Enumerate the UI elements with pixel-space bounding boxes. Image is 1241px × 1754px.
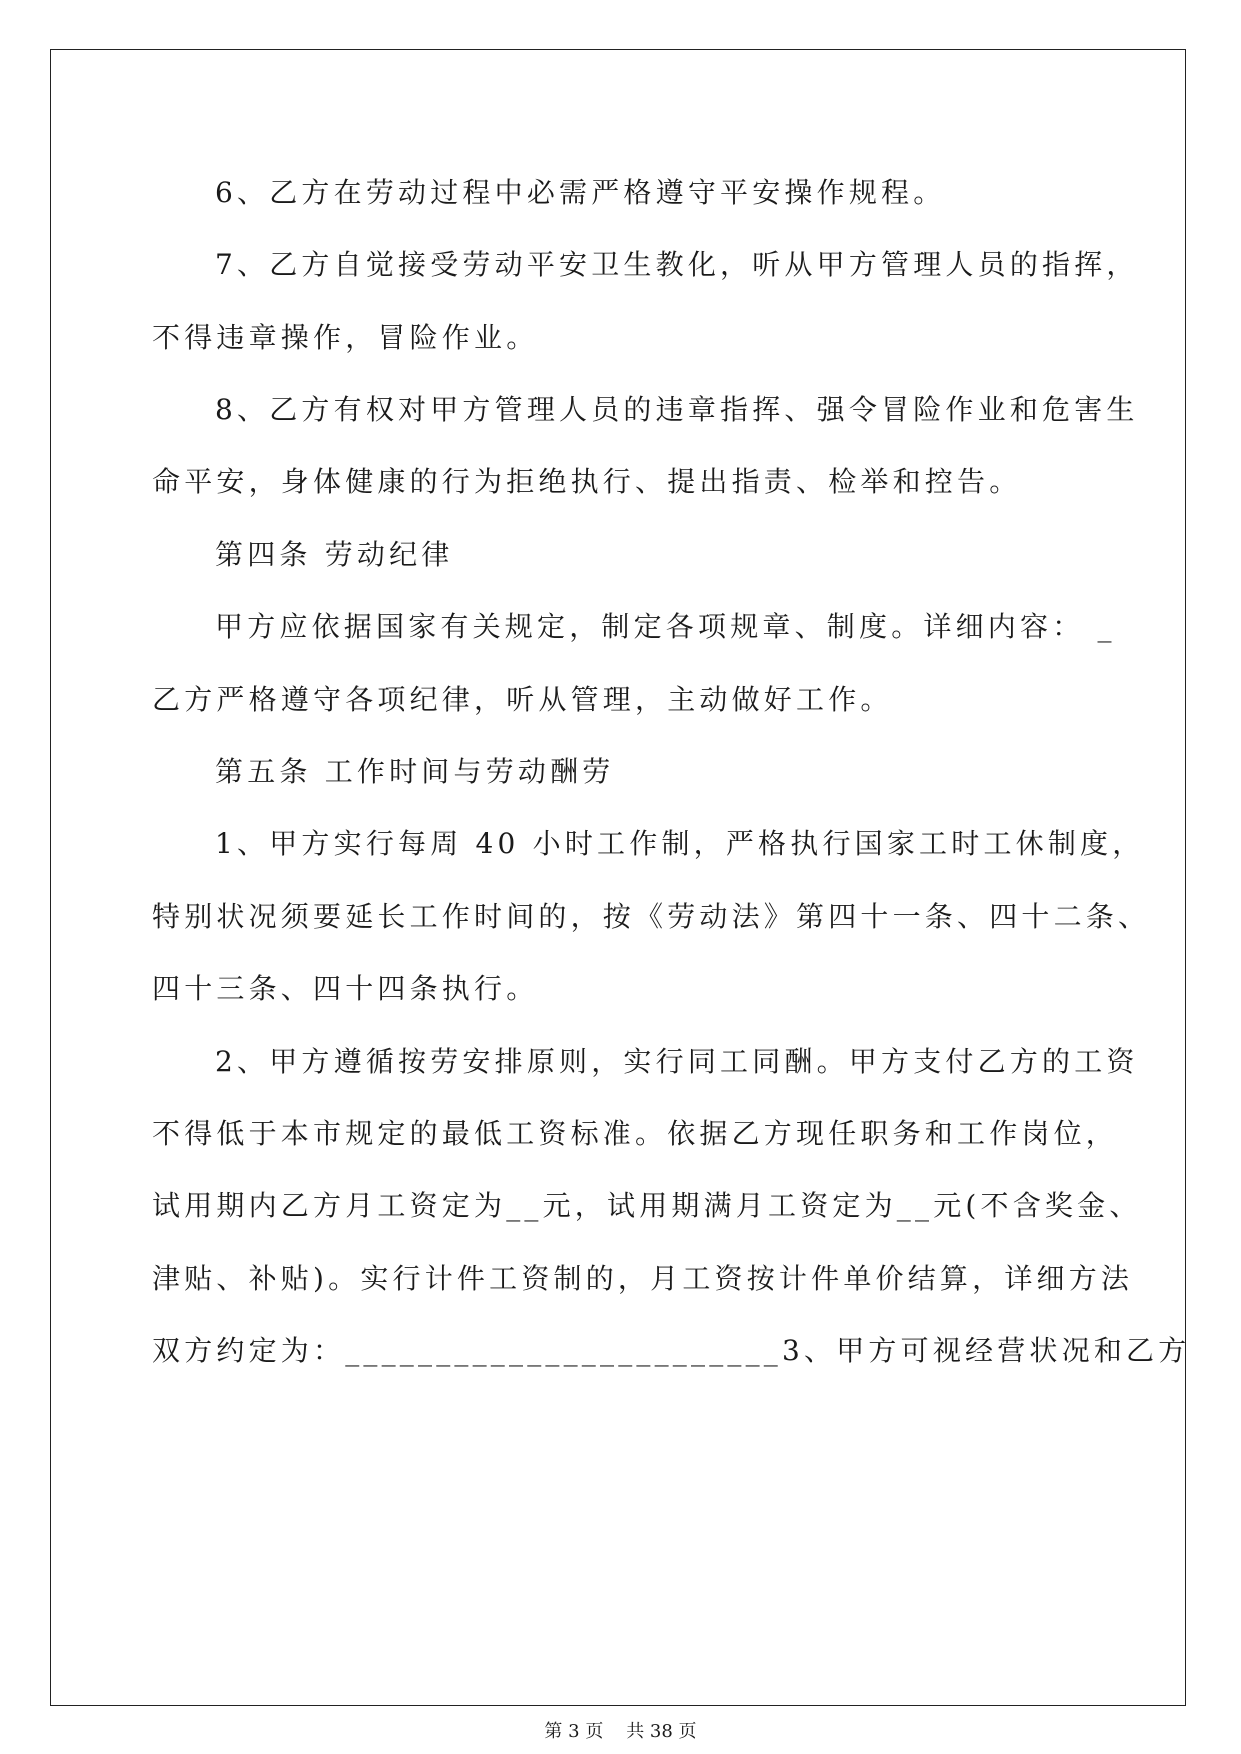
paragraph-line: 8、乙方有权对甲方管理人员的违章指挥、强令冒险作业和危害生 bbox=[215, 393, 1139, 426]
paragraph-line: 甲方应依据国家有关规定，制定各项规章、制度。详细内容： _ bbox=[215, 610, 1116, 643]
paragraph-line: 6、乙方在劳动过程中必需严格遵守平安操作规程。 bbox=[215, 176, 946, 209]
paragraph-line: 不得违章操作，冒险作业。 bbox=[152, 321, 539, 354]
paragraph-line: 乙方严格遵守各项纪律，听从管理，主动做好工作。 bbox=[152, 683, 893, 716]
paragraph-line: 2、甲方遵循按劳安排原则，实行同工同酬。甲方支付乙方的工资 bbox=[215, 1045, 1139, 1078]
page-border bbox=[50, 49, 1186, 1706]
paragraph-line: 不得低于本市规定的最低工资标准。依据乙方现任职务和工作岗位， bbox=[152, 1117, 1119, 1150]
paragraph-line: 命平安，身体健康的行为拒绝执行、提出指责、检举和控告。 bbox=[152, 465, 1022, 498]
paragraph-line: 特别状况须要延长工作时间的，按《劳动法》第四十一条、四十二条、 bbox=[152, 900, 1151, 933]
paragraph-line: 1、甲方实行每周 40 小时工作制，严格执行国家工时工休制度， bbox=[215, 827, 1145, 860]
paragraph-line: 试用期内乙方月工资定为__元，试用期满月工资定为__元(不含奖金、 bbox=[152, 1189, 1142, 1222]
paragraph-line: 四十三条、四十四条执行。 bbox=[152, 972, 539, 1005]
paragraph-line: 双方约定为：________________________3、甲方可视经营状况和乙方 bbox=[152, 1334, 1191, 1367]
section-heading: 第五条 工作时间与劳动酬劳 bbox=[215, 755, 615, 788]
page-number: 第 3 页 共 38 页 bbox=[544, 1721, 697, 1742]
paragraph-line: 津贴、补贴)。实行计件工资制的，月工资按计件单价结算，详细方法 bbox=[152, 1262, 1134, 1295]
paragraph-line: 7、乙方自觉接受劳动平安卫生教化，听从甲方管理人员的指挥， bbox=[215, 248, 1139, 281]
section-heading: 第四条 劳动纪律 bbox=[215, 538, 454, 571]
